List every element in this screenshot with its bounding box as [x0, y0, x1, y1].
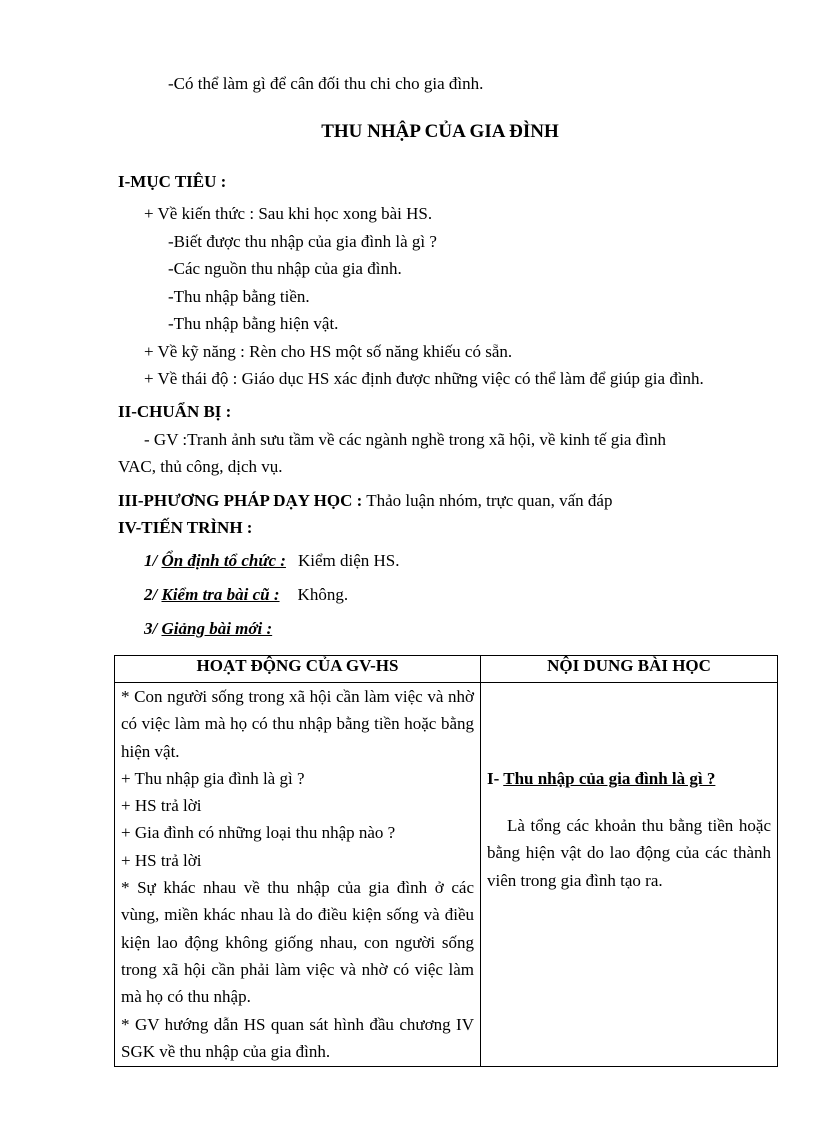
knowledge-item: -Thu nhập bằng hiện vật. [168, 314, 339, 333]
content-text: Là tổng các khoản thu bằng tiền hoặc bằng hiện vật do lao động của các thành viên trong gia đình tạo ra. [487, 816, 771, 890]
knowledge-item: -Thu nhập bằng tiền. [168, 287, 310, 306]
methods-heading: III-PHƯƠNG PHÁP DẠY HỌC : [118, 491, 363, 510]
table-row [115, 683, 778, 1067]
activities-cell [115, 683, 481, 1067]
methods-line [118, 491, 612, 511]
content-cell [481, 683, 778, 1067]
step-number: 1/ [144, 551, 162, 570]
step-text: Không. [297, 585, 349, 604]
step-number: 3/ [144, 619, 162, 638]
intro-line: -Có thể làm gì để cân đối thu chi cho gia đình. [168, 74, 484, 93]
preparation-line: - GV :Tranh ảnh sưu tầm về các ngành nghề trong xã hội, về kinh tế gia đình [144, 430, 666, 449]
knowledge-item: -Các nguồn thu nhập của gia đình. [168, 259, 402, 278]
activity-item: + Thu nhập gia đình là gì ? [121, 768, 305, 788]
activities-column-header: HOẠT ĐỘNG CỦA GV-HS [115, 656, 481, 683]
process-step-3 [144, 619, 272, 639]
process-heading: IV-TIẾN TRÌNH : [118, 518, 253, 537]
step-number: 2/ [144, 585, 162, 604]
content-heading-text: Thu nhập của gia đình là gì ? [503, 768, 716, 788]
preparation-line: VAC, thủ công, dịch vụ. [118, 457, 283, 476]
table-header-row [115, 656, 778, 683]
activity-item: * Sự khác nhau về thu nhập của gia đình ở các vùng, miền khác nhau là do điều kiện sống và điều kiện lao động không giống nhau, con người sống trong xã hội cần phải làm việc và nhờ có việc làm mà họ có thu nhập. [121, 878, 474, 1007]
lesson-table [114, 655, 778, 1067]
process-step-1 [144, 551, 400, 571]
skills-line: + Về kỹ năng : Rèn cho HS một số năng khiếu có sẵn. [144, 342, 513, 361]
process-step-2 [144, 585, 348, 605]
activity-item: + Gia đình có những loại thu nhập nào ? [121, 823, 396, 843]
objectives-heading: I-MỤC TIÊU : [118, 172, 227, 191]
activity-item: * GV hướng dẫn HS quan sát hình đầu chương IV SGK về thu nhập của gia đình. [121, 1014, 474, 1061]
knowledge-item: -Biết được thu nhập của gia đình là gì ? [168, 232, 437, 251]
step-text: Kiểm diện HS. [297, 551, 400, 570]
step-label: Kiểm tra bài cũ : [161, 585, 280, 604]
attitude-line: + Về thái độ : Giáo dục HS xác định được những việc có thể làm để giúp gia đình. [144, 369, 704, 388]
methods-text: Thảo luận nhóm, trực quan, vấn đáp [362, 491, 613, 510]
page-title: THU NHẬP CỦA GIA ĐÌNH [321, 121, 559, 142]
content-prefix: I- [487, 768, 504, 788]
activity-item: + HS trả lời [121, 796, 202, 816]
step-label: Giảng bài mới : [161, 619, 273, 638]
knowledge-line: + Về kiến thức : Sau khi học xong bài HS. [144, 204, 433, 223]
activity-item: * Con người sống trong xã hội cần làm việc và nhờ có việc làm mà họ có thu nhập bằng tiền hoặc bằng hiện vật. [121, 687, 474, 761]
content-column-header: NỘI DUNG BÀI HỌC [481, 656, 778, 683]
content-heading [487, 765, 771, 792]
activity-item: + HS trả lời [121, 850, 202, 870]
preparation-heading: II-CHUẨN BỊ : [118, 402, 232, 421]
step-label: Ổn định tổ chức : [161, 551, 286, 570]
